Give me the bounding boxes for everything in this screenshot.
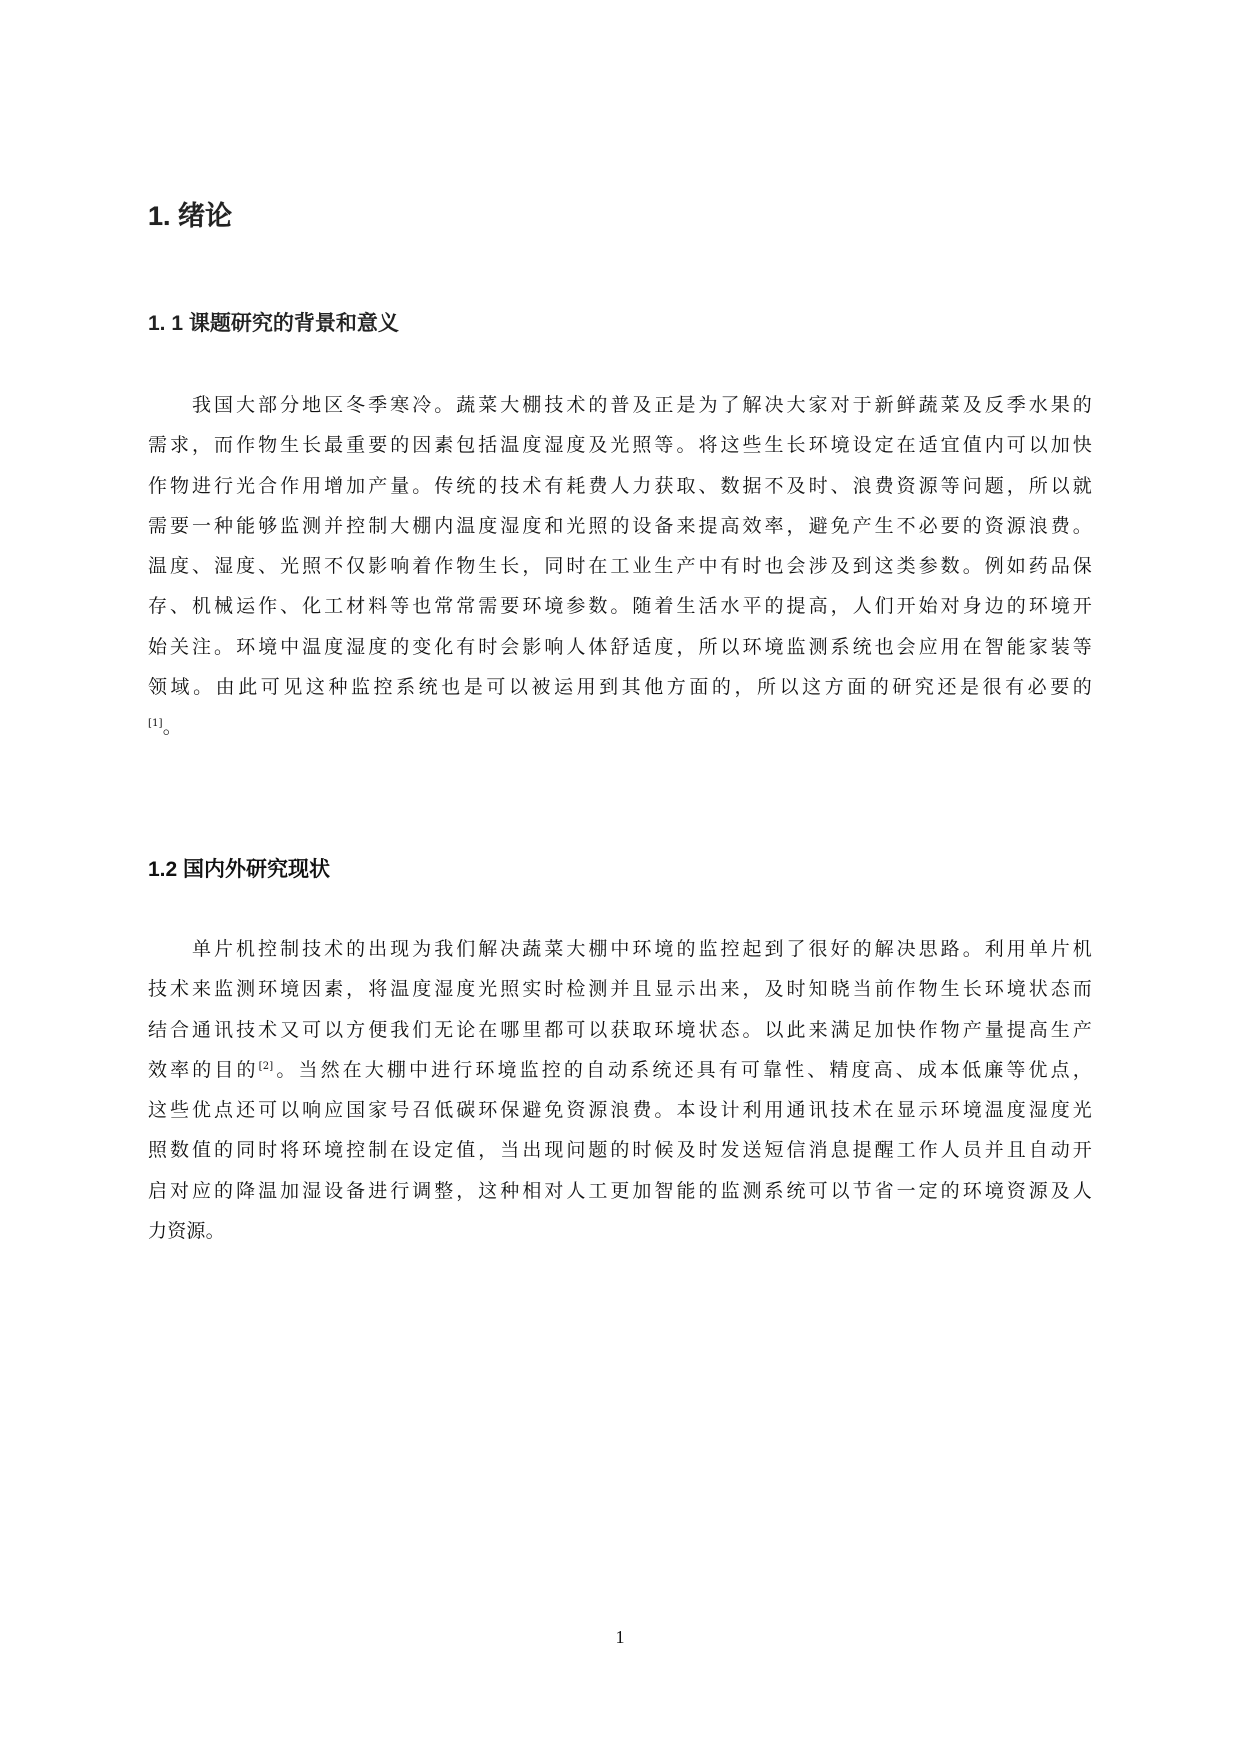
text-segment: 。当然在大棚中进行环境监控的自动系统还具有可靠性、精度高、成本低廉等优点， xyxy=(273,1058,1092,1081)
text-line: 领域。由此可见这种监控系统也是可以被运用到其他方面的，所以这方面的研究还是很有必要的 xyxy=(148,676,1092,699)
text-line xyxy=(148,707,1092,747)
chapter-title: 1. 绪论 xyxy=(148,201,233,231)
text-line: 照数值的同时将环境控制在设定值，当出现问题的时候及时发送短信消息提醒工作人员并且自动开 xyxy=(148,1139,1092,1162)
paragraph-research-status xyxy=(148,929,1092,1251)
text-line: 单片机控制技术的出现为我们解决蔬菜大棚中环境的监控起到了很好的解决思路。利用单片机 xyxy=(192,938,1092,960)
text-tail: 。 xyxy=(162,716,182,739)
text-line: 需求，而作物生长最重要的因素包括温度湿度及光照等。将这些生长环境设定在适宜值内可以加快 xyxy=(148,434,1092,457)
text-line: 启对应的降温加湿设备进行调整，这种相对人工更加智能的监测系统可以节省一定的环境资源及人 xyxy=(148,1179,1092,1202)
text-line: 始关注。环境中温度湿度的变化有时会影响人体舒适度，所以环境监测系统也会应用在智能家装等 xyxy=(148,635,1092,658)
page-number: 1 xyxy=(615,1627,625,1647)
section-title-background: 1. 1 课题研究的背景和意义 xyxy=(148,312,399,335)
text-line: 作物进行光合作用增加产量。传统的技术有耗费人力获取、数据不及时、浪费资源等问题，所以就 xyxy=(148,474,1092,497)
text-line: 温度、湿度、光照不仅影响着作物生长，同时在工业生产中有时也会涉及到这类参数。例如药品保 xyxy=(148,555,1092,578)
text-line: 需要一种能够监测并控制大棚内温度湿度和光照的设备来提高效率，避免产生不必要的资源浪费。 xyxy=(148,514,1092,537)
text-line: 技术来监测环境因素，将温度湿度光照实时检测并且显示出来，及时知晓当前作物生长环境状态而 xyxy=(148,978,1092,1001)
text-line: 存、机械运作、化工材料等也常常需要环境参数。随着生活水平的提高，人们开始对身边的环境开 xyxy=(148,595,1092,618)
text-line: 我国大部分地区冬季寒冷。蔬菜大棚技术的普及正是为了解决大家对于新鲜蔬菜及反季水果的 xyxy=(192,394,1092,416)
text-line: 力资源。 xyxy=(148,1220,225,1243)
text-line xyxy=(148,1050,1092,1090)
text-segment: 效率的目的 xyxy=(148,1058,259,1081)
citation-ref-2[interactable]: [2] xyxy=(258,1060,274,1072)
citation-ref-1[interactable]: [1] xyxy=(148,718,163,730)
text-line: 这些优点还可以响应国家号召低碳环保避免资源浪费。本设计利用通讯技术在显示环境温度湿度光 xyxy=(148,1099,1092,1122)
section-title-research-status: 1.2 国内外研究现状 xyxy=(148,858,331,881)
paragraph-background xyxy=(148,385,1092,748)
text-line: 结合通讯技术又可以方便我们无论在哪里都可以获取环境状态。以此来满足加快作物产量提高生产 xyxy=(148,1018,1092,1041)
